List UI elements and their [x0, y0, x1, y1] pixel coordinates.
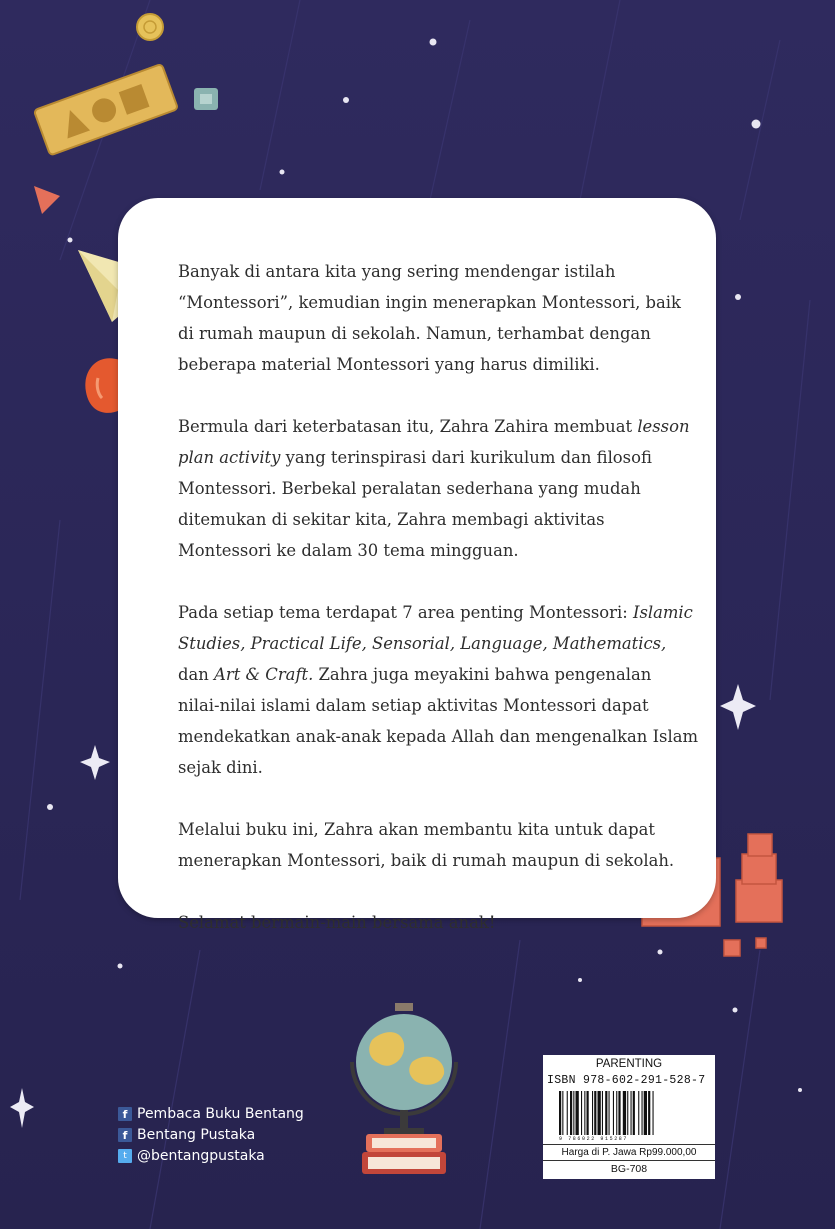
barcode-icon — [559, 1091, 707, 1135]
product-code: BG-708 — [610, 1163, 648, 1175]
facebook-icon: f — [118, 1128, 132, 1142]
paragraph-closing: Selamat bermain-main bersama anak! — [178, 913, 496, 932]
price-label: Harga di P. Jawa Rp99.000,00 — [543, 1144, 715, 1161]
paragraph-purpose: Melalui buku ini, Zahra akan membantu kita untuk dapat menerapkan Montessori, baik di rumah maupun di sekolah. — [178, 820, 675, 870]
facebook-icon: f — [118, 1107, 132, 1121]
paragraph-intro: Banyak di antara kita yang sering mendengar istilah “Montessori”, kemudian ingin menerapkan Montessori, baik di rumah maupun di sekolah. Namun, terhambat dengan beberapa material Montessori yang harus dimiliki. — [178, 262, 681, 374]
isbn-number: ISBN 978-602-291-528-7 — [547, 1074, 706, 1087]
social-item-twitter[interactable]: t @bentangpustaka — [118, 1145, 304, 1166]
social-item-facebook-publisher[interactable]: f Bentang Pustaka — [118, 1124, 304, 1145]
social-links — [118, 1103, 304, 1166]
social-item-facebook-reader[interactable]: f Pembaca Buku Bentang — [118, 1103, 304, 1124]
twitter-icon: t — [118, 1149, 132, 1163]
paragraph-areas: Pada setiap tema terdapat 7 area penting Montessori: Islamic Studies, Practical Life, Sensorial, Language, Mathematics, dan Art & Craft. Zahra juga meyakini bahwa pengenalan nilai-nilai islami dalam setiap aktivitas Montessori dapat mendekatkan anak-anak kepada Allah dan mengenalkan Islam sejak dini. — [178, 603, 699, 777]
paragraph-origin: Bermula dari keterbatasan itu, Zahra Zahira membuat lesson plan activity yang terinspirasi dari kurikulum dan filosofi Montessori. Berbekal peralatan sederhana yang mudah ditemukan di sekitar kita, Zahra membagi aktivitas Montessori ke dalam 30 tema mingguan. — [178, 417, 690, 560]
barcode-digits: 9 786022 915287 — [559, 1136, 629, 1142]
isbn-barcode-label — [543, 1055, 715, 1179]
category-label: PARENTING — [595, 1058, 663, 1070]
description-text — [178, 256, 698, 969]
description-card — [118, 198, 716, 932]
